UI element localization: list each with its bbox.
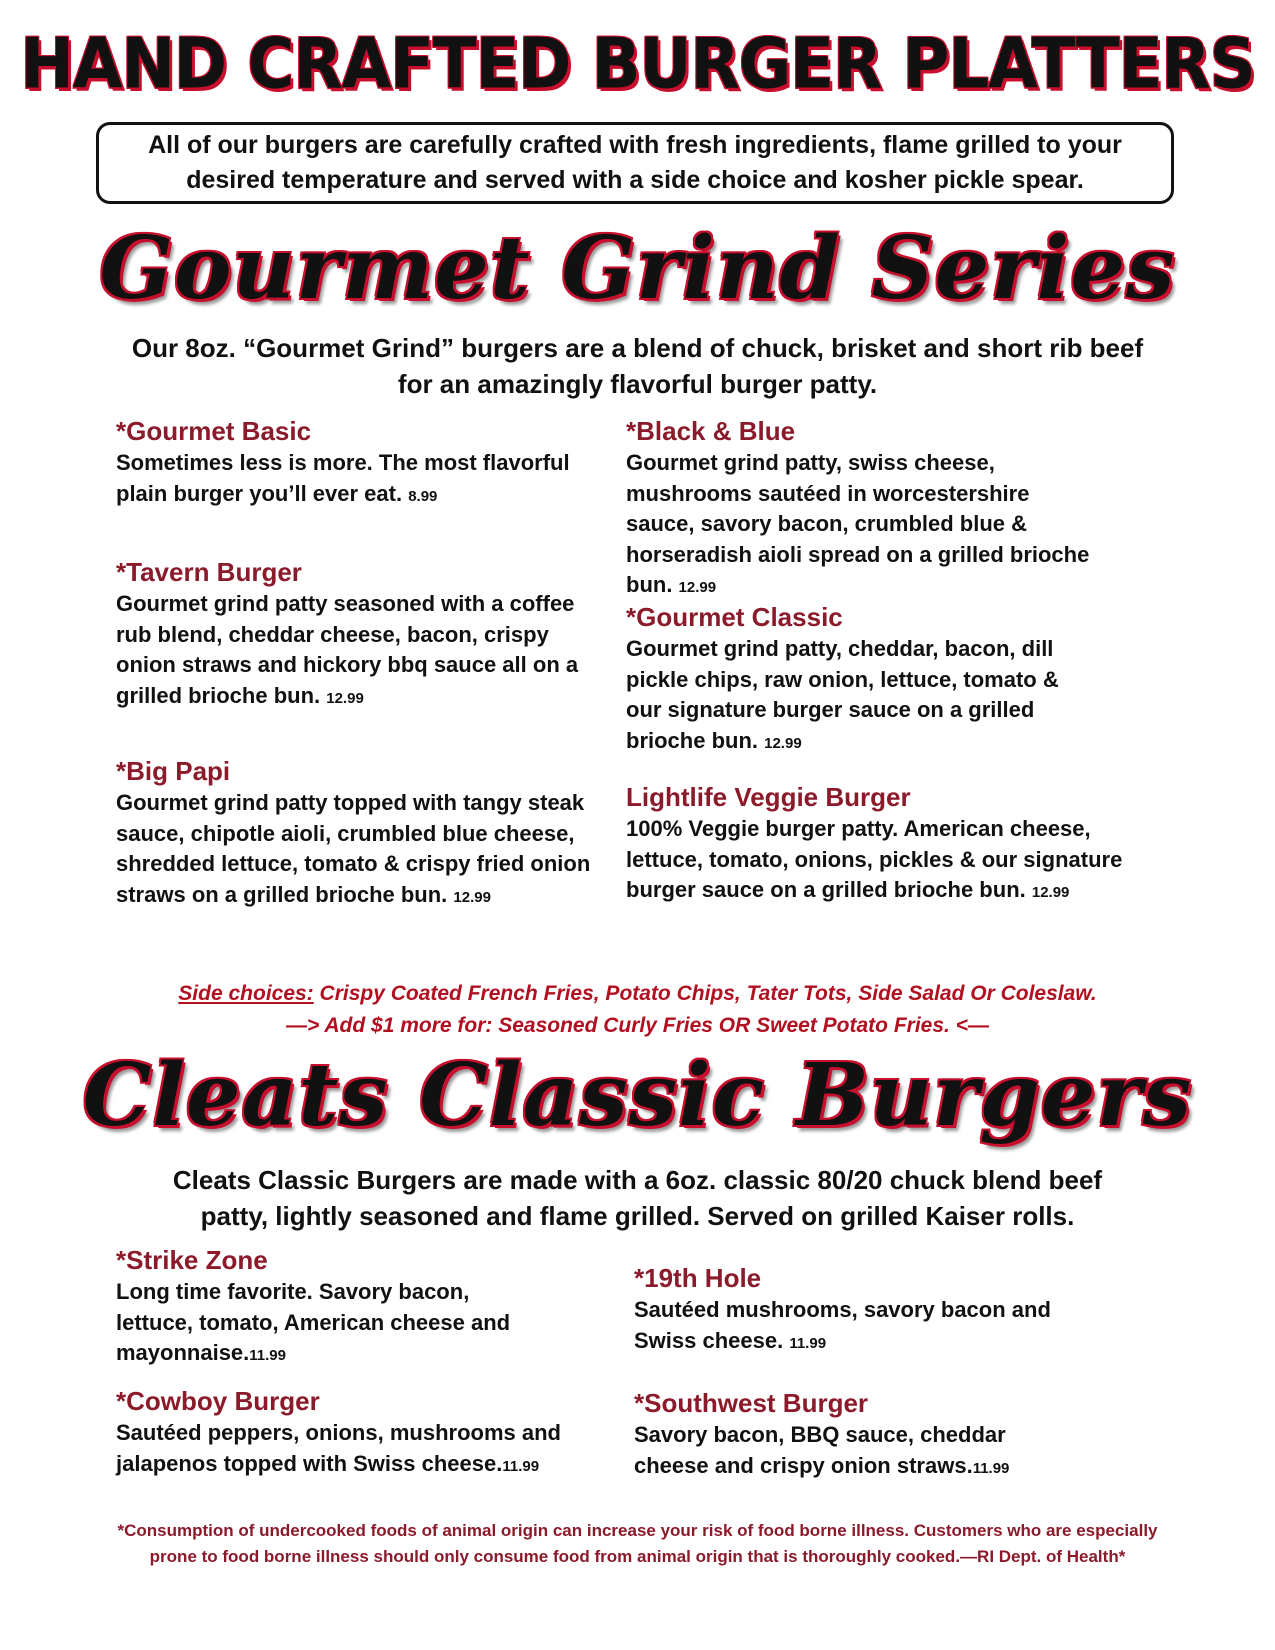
item-price: 12.99 (764, 734, 802, 752)
disclaimer-line-1: *Consumption of undercooked foods of animal origin can increase your risk of food borne illness. Customers who are especially (117, 1521, 1158, 1540)
item-name: *Gourmet Basic (116, 416, 312, 446)
item-name: *Southwest Burger (634, 1388, 869, 1418)
intro-line-1: All of our burgers are carefully crafted with fresh ingredients, flame grilled to your (148, 131, 1122, 159)
menu-item-big-papi (116, 754, 596, 913)
gourmet-desc-line-2: for an amazingly flavorful burger patty. (397, 369, 878, 399)
item-description: Sautéed peppers, onions, mushrooms and jalapenos topped with Swiss cheese.11.99 (116, 1420, 561, 1476)
item-price: 11.99 (502, 1457, 540, 1475)
side-upgrade-line: —> Add $1 more for: Seasoned Curly Fries OR Sweet Potato Fries. <— (286, 1014, 989, 1037)
gourmet-desc-line-1: Our 8oz. “Gourmet Grind” burgers are a blend of chuck, brisket and short rib beef (131, 333, 1144, 363)
menu-item-gourmet-classic (626, 600, 1066, 759)
item-name: *Cowboy Burger (116, 1386, 320, 1416)
item-price: 8.99 (408, 487, 438, 505)
menu-item-cowboy-burger (116, 1384, 566, 1482)
item-description: Long time favorite. Savory bacon, lettuce, tomato, American cheese and mayonnaise.11.99 (116, 1279, 511, 1365)
item-price: 11.99 (789, 1334, 827, 1352)
item-price: 11.99 (972, 1459, 1010, 1477)
item-price: 12.99 (678, 579, 717, 596)
item-description: Sometimes less is more. The most flavorful plain burger you’ll ever eat. 8.99 (116, 450, 570, 506)
item-price: 12.99 (1031, 884, 1070, 901)
menu-item-strike-zone (116, 1243, 536, 1372)
intro-box (96, 122, 1174, 204)
side-choices-line (0, 978, 1275, 1010)
item-price: 11.99 (249, 1347, 286, 1364)
side-choices-label: Side choices: (178, 982, 314, 1005)
health-disclaimer (0, 1518, 1275, 1570)
item-name: *Black & Blue (626, 416, 796, 446)
item-description: 100% Veggie burger patty. American cheese, lettuce, tomato, onions, pickles & our signature burger sauce on a grilled brioche bun. 12.99 (626, 816, 1123, 902)
cleats-classic-heading: Cleats Classic Burgers (82, 1045, 1193, 1146)
item-description: Gourmet grind patty seasoned with a coffee rub blend, cheddar cheese, bacon, crispy onion straws and hickory bbq sauce all on a grilled brioche bun. 12.99 (116, 591, 579, 708)
cleats-classic-description (0, 1162, 1275, 1234)
menu-title: HAND CRAFTED BURGER PLATTERS (20, 25, 1255, 105)
item-description: Savory bacon, BBQ sauce, cheddar cheese and crispy onion straws.11.99 (634, 1422, 1010, 1478)
classic-desc-line-1: Cleats Classic Burgers are made with a 6oz. classic 80/20 chuck blend beef (172, 1165, 1103, 1195)
menu-item-gourmet-basic (116, 414, 606, 512)
item-price: 12.99 (453, 888, 491, 906)
item-name: *Gourmet Classic (626, 602, 843, 632)
item-description: Gourmet grind patty, swiss cheese, mushrooms sautéed in worcestershire sauce, savory bacon, crumbled blue & horseradish aioli spread on a grilled brioche bun. 12.99 (626, 450, 1090, 597)
item-description: Sautéed mushrooms, savory bacon and Swiss cheese. 11.99 (634, 1297, 1051, 1353)
side-choices-list: Crispy Coated French Fries, Potato Chips, Tater Tots, Side Salad Or Coleslaw. (313, 982, 1097, 1005)
item-name: *19th Hole (634, 1263, 762, 1293)
menu-item-black-and-blue (626, 414, 1096, 604)
item-price: 12.99 (326, 689, 364, 707)
disclaimer-line-2: prone to food borne illness should only consume food from animal origin that is thoroughly cooked.—RI Dept. of Health* (149, 1547, 1126, 1566)
intro-line-2: desired temperature and served with a side choice and kosher pickle spear. (186, 166, 1084, 194)
menu-item-19th-hole (634, 1261, 1114, 1359)
gourmet-grind-heading: Gourmet Grind Series (99, 218, 1176, 319)
item-name: *Tavern Burger (116, 557, 302, 587)
gourmet-grind-description (0, 330, 1275, 402)
item-name: Lightlife Veggie Burger (626, 782, 911, 812)
item-description: Gourmet grind patty, cheddar, bacon, dill pickle chips, raw onion, lettuce, tomato & our signature burger sauce on a grilled brioche bun. 12.99 (626, 636, 1059, 753)
menu-item-lightlife-veggie-burger (626, 780, 1126, 909)
side-choices (0, 978, 1275, 1042)
classic-desc-line-2: patty, lightly seasoned and flame grilled. Served on grilled Kaiser rolls. (200, 1201, 1075, 1231)
item-name: *Big Papi (116, 756, 231, 786)
item-name: *Strike Zone (116, 1245, 268, 1275)
menu-item-tavern-burger (116, 555, 586, 714)
menu-item-southwest-burger (634, 1386, 1084, 1484)
item-description: Gourmet grind patty topped with tangy steak sauce, chipotle aioli, crumbled blue cheese, shredded lettuce, tomato & crispy fried onion straws on a grilled brioche bun. 12.99 (116, 790, 591, 907)
